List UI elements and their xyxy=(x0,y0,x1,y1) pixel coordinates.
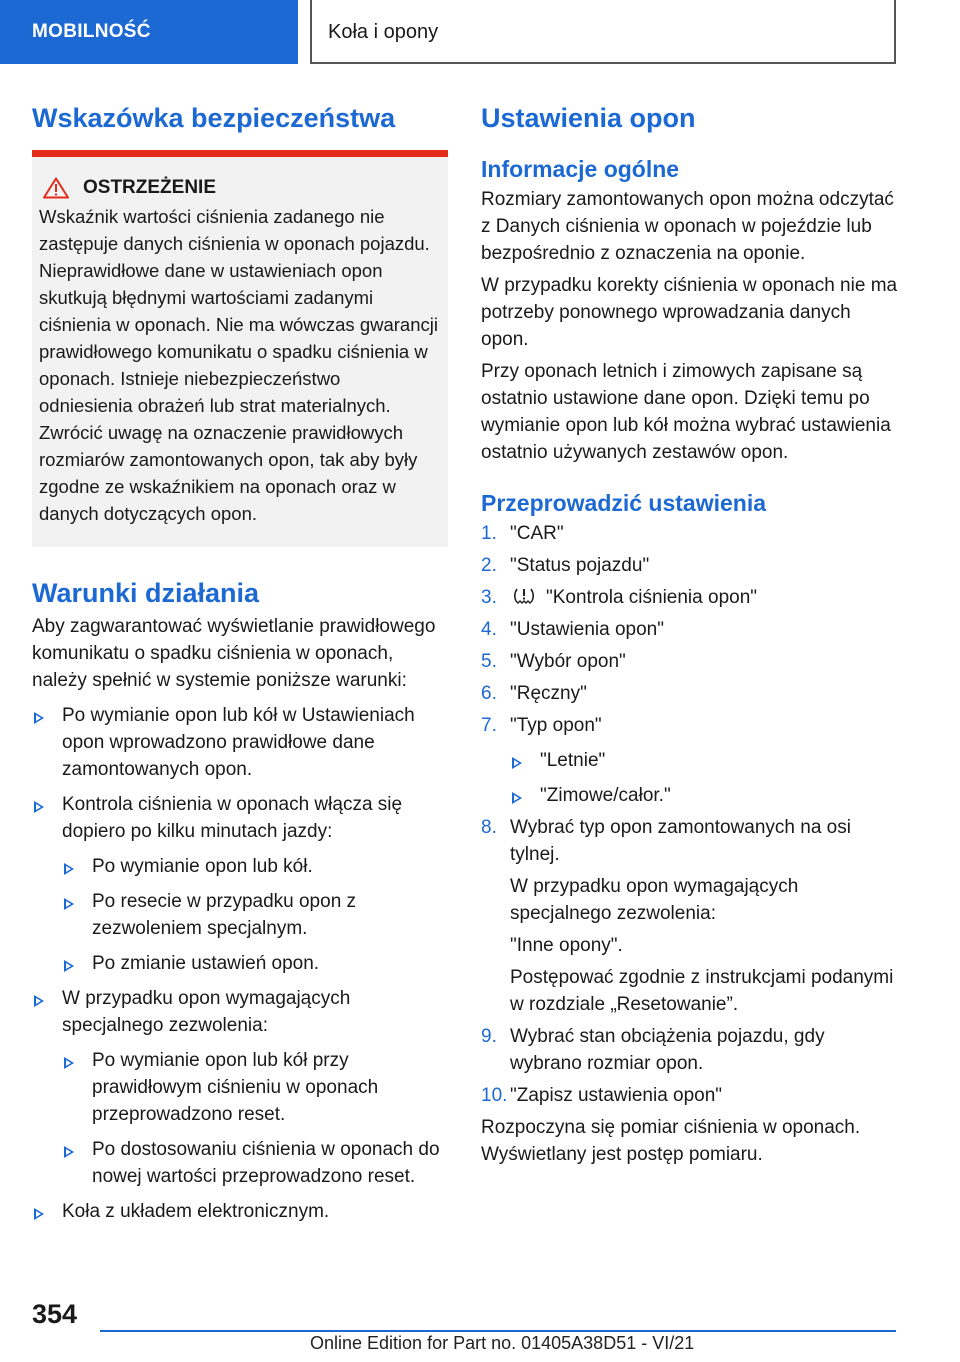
page-number: 354 xyxy=(32,1299,78,1329)
general-info-title: Informacje ogólne xyxy=(481,156,680,182)
footer-divider xyxy=(100,1330,896,1332)
step-item: 4. "Ustawienia opon" xyxy=(481,619,664,640)
step-item: 9. Wybrać stan obciążenia pojazdu, gdy wybrano rozmiar opon. xyxy=(481,1026,825,1074)
step-note: Postępować zgodnie z instrukcjami podanymi w rozdziale „Resetowanie”. xyxy=(510,967,894,1015)
warning-heading xyxy=(39,175,438,201)
conditions-title: Warunki działania xyxy=(32,578,260,608)
step-item: 5. "Wybór opon" xyxy=(481,651,626,672)
tire-pressure-icon xyxy=(512,586,536,606)
list-item: "Letnie" xyxy=(510,747,901,774)
step-item: 6. "Ręczny" xyxy=(481,683,587,704)
step-note: "Inne opony". xyxy=(510,935,623,956)
list-item: Po wymianie opon lub kół przy prawidłowym ciśnieniu w oponach przeprowadzono reset. xyxy=(62,1047,448,1128)
safety-title: Wskazówka bezpieczeństwa xyxy=(32,103,396,133)
warning-title: OSTRZEŻENIE xyxy=(83,177,217,198)
list-item: Po wymianie opon lub kół. xyxy=(62,853,448,880)
general-p2: W przypadku korekty ciśnienia w oponach nie ma potrzeby ponownego wprowadzania danych opon. xyxy=(481,275,898,350)
step-note: W przypadku opon wymagających specjalnego zezwolenia: xyxy=(510,876,799,924)
list-item: Po resecie w przypadku opon z zezwoleniem specjalnym. xyxy=(62,888,448,942)
list-item: Koła z układem elektronicznym. xyxy=(32,1198,448,1225)
general-p3: Przy oponach letnich i zimowych zapisane są ostatnio ustawione dane opon. Dzięki temu po wymianie opon lub kół można wybrać ustawienia ostatnio używanych zestawów opon. xyxy=(481,361,891,463)
warning-text: Wskaźnik wartości ciśnienia zadanego nie zastępuje danych ciśnienia w oponach pojazdu. Nieprawidłowe dane w ustawieniach opon skutkują błędnymi wartościami zadanymi ciśnienia w oponach. Nie ma wówczas gwarancji prawidłowego komunikatu o spadku ciśnienia w oponach. Istnieje niebezpieczeństwo odniesienia obrażeń lub strat materialnych. Zwrócić uwagę na oznaczenie prawidłowych rozmiarów zamontowanych opon, tak aby były zgodne ze wskaźnikiem na oponach oraz w danych dotyczących opon. xyxy=(39,206,438,524)
step-item: 7. "Typ opon" "Letnie" "Zimowe/całor." xyxy=(481,712,901,809)
list-item: Po wymianie opon lub kół w Ustawieniach opon wprowadzono prawidłowe dane zamontowanych opon. xyxy=(32,702,448,783)
tire-settings-title: Ustawienia opon xyxy=(481,103,696,133)
step-item: 8. Wybrać typ opon zamontowanych na osi tylnej. W przypadku opon wymagających specjalnego zezwolenia: "Inne opony". Postępować zgodnie z instrukcjami podanymi w rozdziale „Resetowanie”. xyxy=(481,814,901,1018)
list-item: Po dostosowaniu ciśnienia w oponach do nowej wartości przeprowadzono reset. xyxy=(62,1136,448,1190)
section-tab[interactable]: MOBILNOŚĆ xyxy=(0,0,298,64)
list-item: Kontrola ciśnienia w oponach włącza się dopiero po kilku minutach jazdy: Po wymianie opon lub kół. Po resecie w przypadku opon z zezwoleniem specjalnym. Po zmianie ustawień opon. xyxy=(32,791,448,977)
conditions-list xyxy=(32,702,448,1225)
closing-text: Rozpoczyna się pomiar ciśnienia w oponach. Wyświetlany jest postęp pomiaru. xyxy=(481,1117,861,1165)
edition-text: Online Edition for Part no. 01405A38D51 - VI/21 xyxy=(310,1333,695,1353)
step-item: 2. "Status pojazdu" xyxy=(481,555,650,576)
warning-box xyxy=(32,150,448,547)
left-column xyxy=(32,98,448,1225)
steps-title: Przeprowadzić ustawienia xyxy=(481,490,767,516)
list-item: Po zmianie ustawień opon. xyxy=(62,950,448,977)
list-item: W przypadku opon wymagających specjalnego zezwolenia: Po wymianie opon lub kół przy prawidłowym ciśnieniu w oponach przeprowadzono reset. Po dostosowaniu ciśnienia w oponach do nowej wartości przeprowadzono reset. xyxy=(32,985,448,1190)
list-item: "Zimowe/całor." xyxy=(510,782,901,809)
chapter-header: Koła i opony xyxy=(310,0,896,64)
general-p1: Rozmiary zamontowanych opon można odczytać z Danych ciśnienia w oponach w pojeździe lub bezpośrednio z oznaczenia na oponie. xyxy=(481,189,894,264)
right-column xyxy=(481,98,901,1168)
steps-list xyxy=(481,520,901,1109)
step-item: 1. "CAR" xyxy=(481,523,564,544)
warning-triangle-icon xyxy=(43,177,69,199)
step-item: 3. "Kontrola ciśnienia opon" xyxy=(481,587,758,608)
conditions-intro: Aby zagwarantować wyświetlanie prawidłowego komunikatu o spadku ciśnienia w oponach, należy spełnić w systemie poniższe warunki: xyxy=(32,616,436,691)
step-item: 10. "Zapisz ustawienia opon" xyxy=(481,1085,723,1106)
